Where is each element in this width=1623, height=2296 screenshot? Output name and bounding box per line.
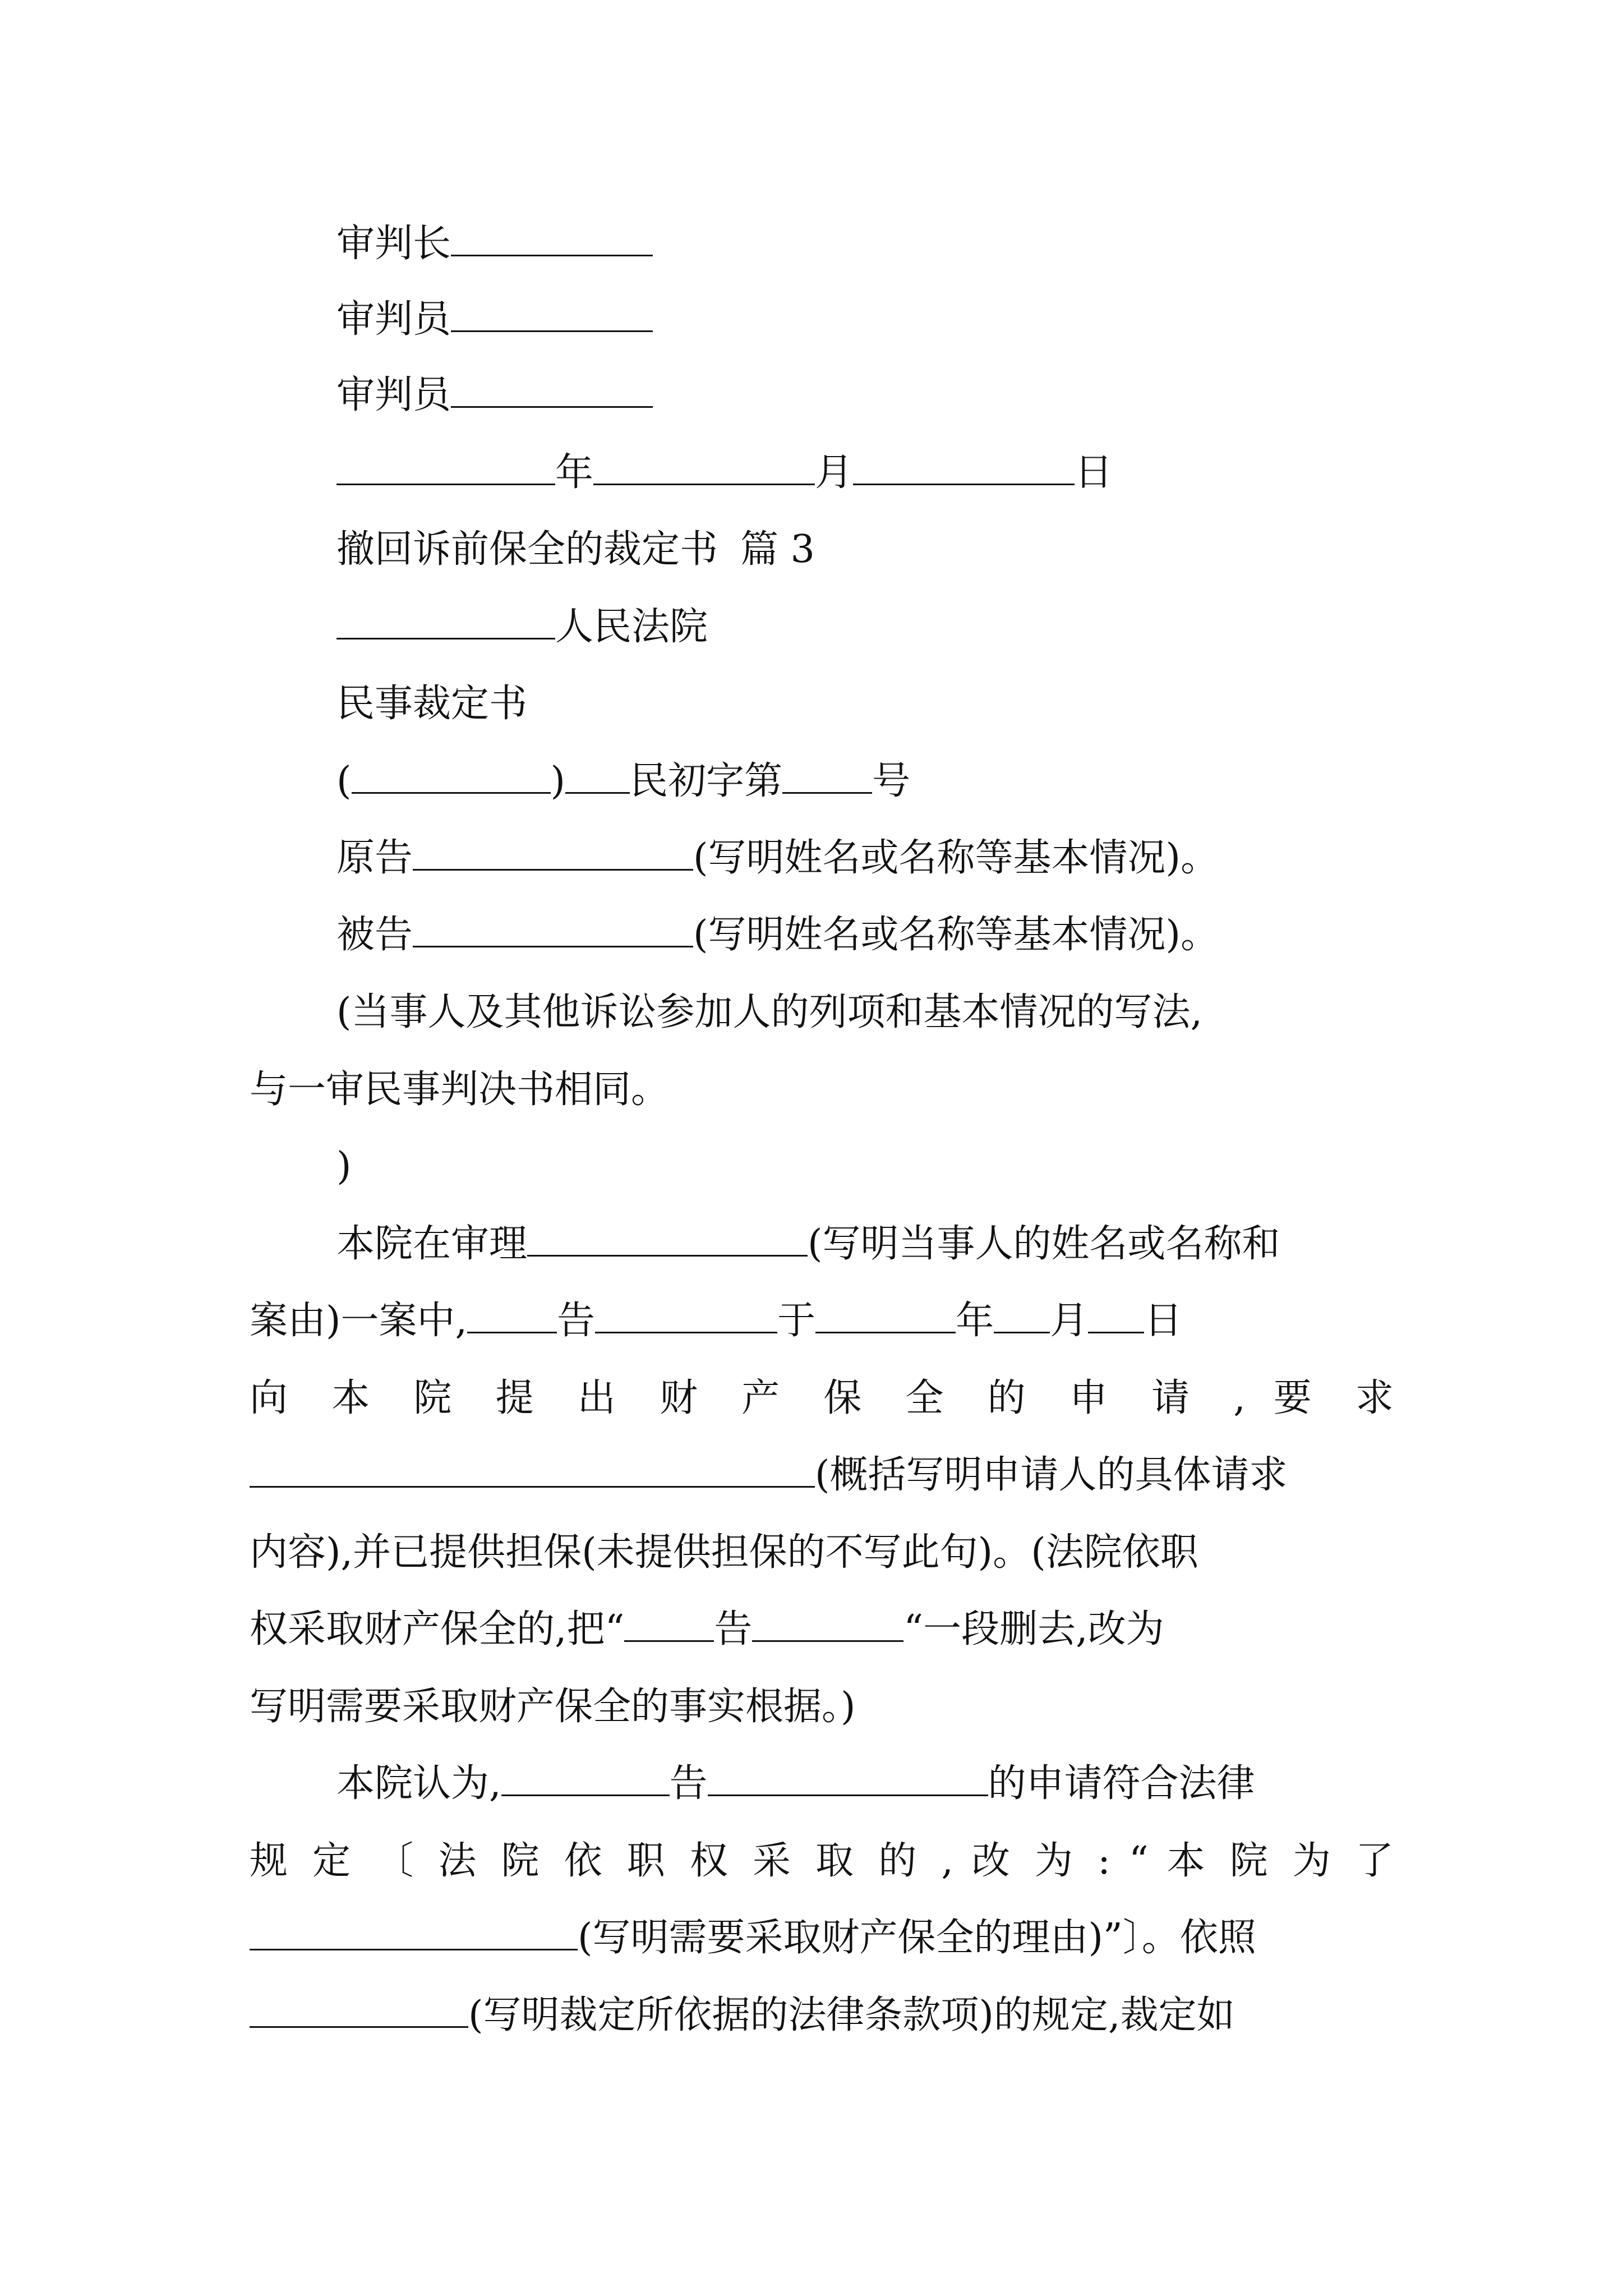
apply-year-blank	[815, 1297, 956, 1333]
case-end-text: 号	[872, 759, 911, 803]
para2-l1-b: 告	[669, 1761, 708, 1806]
request-blank	[250, 1451, 815, 1488]
para1-l2-e: 月	[1050, 1299, 1089, 1343]
para2-line4	[250, 1987, 1394, 2044]
judge-line-2	[250, 367, 1394, 424]
court-blank	[336, 603, 555, 639]
para2-line3	[250, 1910, 1394, 1966]
case-court-blank	[565, 757, 630, 794]
day-label: 日	[1075, 450, 1113, 495]
judge-blank-1	[451, 296, 653, 332]
plaintiff-line	[250, 830, 1394, 886]
parties-blank	[527, 1220, 808, 1257]
plaintiff-label: 原告	[336, 836, 413, 880]
para1-l7-text: 写明需要采取财产保全的事实根据。)	[250, 1685, 856, 1729]
defendant-blank	[413, 911, 693, 947]
para1-l5-text: 内容),并已提供担保(未提供担保的不写此句)。(法院依职	[250, 1530, 1198, 1575]
section-number: 篇 3	[740, 527, 815, 572]
case-number-line	[250, 753, 1394, 809]
quote-name-blank	[752, 1605, 903, 1642]
court-suffix: 人民法院	[555, 605, 708, 649]
section-heading	[250, 522, 1394, 578]
apply-day-blank	[1088, 1297, 1144, 1333]
plaintiff-note: (写明姓名或名称等基本情况)。	[693, 836, 1219, 880]
para1-l2-d: 年	[956, 1299, 994, 1343]
plaintiff-blank	[413, 834, 693, 871]
party-role-blank	[467, 1297, 557, 1333]
date-line	[250, 445, 1394, 501]
month-blank	[593, 449, 815, 485]
para1-l4-text: (概括写明申请人的具体请求	[815, 1453, 1288, 1497]
judge-label-2: 审判员	[336, 373, 451, 417]
doc-type-line	[250, 676, 1394, 732]
day-blank	[853, 449, 1075, 485]
law-blank	[250, 1991, 468, 2028]
chief-judge-blank	[451, 220, 653, 256]
year-label: 年	[555, 450, 594, 495]
defendant-label: 被告	[336, 913, 413, 957]
para1-l6-a: 权采取财产保全的,把“	[250, 1607, 625, 1651]
para1-text-b: (写明当事人的姓名或名称和	[808, 1222, 1280, 1266]
para1-line5	[250, 1525, 1394, 1581]
para1-l6-c: “一段删去,改为	[903, 1607, 1164, 1651]
para1-l6-b: 告	[714, 1607, 753, 1651]
case-open-paren: (	[336, 759, 352, 803]
court-line	[250, 599, 1394, 655]
apply-month-blank	[994, 1297, 1050, 1333]
para2-l3-text: (写明需要采取财产保全的理由)”〕。依照	[578, 1916, 1256, 1960]
remark-text-3: )	[336, 1144, 352, 1189]
remark-line-2	[250, 1062, 1394, 1118]
remark-line-1	[250, 984, 1394, 1041]
p2-role-blank	[501, 1760, 670, 1796]
remark-text-2: 与一审民事判决书相同。	[250, 1068, 670, 1112]
para1-line1	[250, 1216, 1394, 1272]
p2-name-blank	[708, 1760, 988, 1796]
judge-label-1: 审判员	[336, 297, 451, 342]
para2-l1-c: 的申请符合法律	[988, 1761, 1255, 1806]
para1-line4	[250, 1447, 1394, 1503]
para1-line2	[250, 1293, 1394, 1349]
para2-line2: 规 定 〔 法 院 依 职 权 采 取 的 , 改 为 : “ 本 院 为 了	[250, 1839, 1394, 1883]
case-year-blank	[352, 757, 551, 794]
para2-line1	[250, 1756, 1394, 1812]
month-label: 月	[815, 450, 854, 495]
para1-line7	[250, 1679, 1394, 1735]
doc-type: 民事裁定书	[336, 682, 528, 726]
quote-role-blank	[624, 1605, 714, 1642]
chief-judge-line	[250, 216, 1394, 272]
remark-line-3	[250, 1139, 1394, 1195]
case-mid-text: 民初字第	[630, 759, 783, 803]
para2-l1-a: 本院认为,	[336, 1761, 501, 1806]
para1-l2-f: 日	[1144, 1299, 1183, 1343]
para1-l2-c: 于	[777, 1299, 816, 1343]
applicant-blank	[595, 1297, 777, 1333]
judge-blank-2	[451, 371, 653, 408]
judge-line-1	[250, 292, 1394, 348]
defendant-line	[250, 907, 1394, 963]
para1-line3: 向 本 院 提 出 财 产 保 全 的 申 请 , 要 求	[250, 1376, 1394, 1420]
para1-l2-a: 案由)一案中,	[250, 1299, 468, 1343]
case-num-blank	[782, 757, 872, 794]
year-blank	[336, 449, 555, 485]
para2-l4-text: (写明裁定所依据的法律条款项)的规定,裁定如	[468, 1993, 1235, 2037]
remark-text-1: (当事人及其他诉讼参加人的列项和基本情况的写法,	[336, 990, 1203, 1034]
para1-line6	[250, 1602, 1394, 1658]
section-title: 撤回诉前保全的裁定书	[336, 527, 718, 572]
case-close-paren: )	[550, 759, 566, 803]
chief-judge-label: 审判长	[336, 222, 451, 266]
reason-blank	[250, 1914, 578, 1950]
defendant-note: (写明姓名或名称等基本情况)。	[693, 913, 1219, 957]
para1-text-a: 本院在审理	[336, 1222, 528, 1266]
para1-l2-b: 告	[557, 1299, 596, 1343]
